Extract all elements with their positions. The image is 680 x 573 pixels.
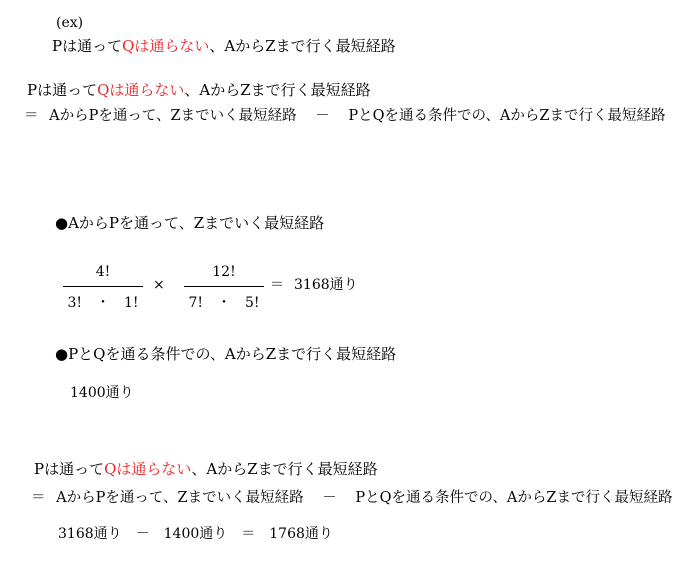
equals-sign: ＝ [31,490,46,506]
final-result: 3168通り － 1400通り ＝ 1768通り [58,526,333,542]
minus-sign: － [322,490,337,506]
problem-text-part1: Pは通って [52,37,123,55]
calc-result: 3168通り [294,277,358,293]
problem-text-part3: 、AからZまで行く最短経路 [184,81,371,99]
equation-term1: AからPを通って、Zまでいく最短経路 [56,490,304,506]
problem-statement-second [27,80,371,100]
example-label: (ex) [56,15,84,31]
fraction-2 [184,262,264,313]
problem-text-part1: Pは通って [34,460,105,478]
times-sign: × [153,277,165,293]
fraction-1-bar [63,286,143,287]
fraction-2-bar [184,286,264,287]
problem-statement-top [52,36,396,56]
fraction-2-denominator: 7! ・ 5! [188,295,260,311]
equation-line-bottom [31,488,672,508]
equation-term2: PとQを通る条件での、AからZまで行く最短経路 [348,108,666,124]
fraction-2-numerator: 12! [212,264,236,280]
problem-text-part3: 、AからZまで行く最短経路 [209,37,396,55]
equation-line [24,106,665,126]
result-2: 1400通り [70,385,134,401]
problem-text-highlight: Qは通らない [97,81,185,99]
problem-text-highlight: Qは通らない [122,37,210,55]
equation-term1: AからPを通って、Zまでいく最短経路 [49,108,297,124]
bullet-1-heading: ●AからPを通って、Zまでいく最短経路 [55,214,325,232]
problem-text-part3: 、AからZまで行く最短経路 [191,460,378,478]
calc-equals-sign: ＝ [270,277,284,293]
equation-term2: PとQを通る条件での、AからZまで行く最短経路 [355,490,673,506]
bullet-2-heading: ●PとQを通る条件での、AからZまで行く最短経路 [55,345,397,363]
fraction-1-numerator: 4! [95,264,111,280]
fraction-1 [63,262,143,313]
problem-text-highlight: Qは通らない [104,460,192,478]
fraction-1-denominator: 3! ・ 1! [67,295,139,311]
equals-sign: ＝ [24,108,39,124]
minus-sign: － [315,108,330,124]
problem-statement-bottom [34,459,378,479]
problem-text-part1: Pは通って [27,81,98,99]
